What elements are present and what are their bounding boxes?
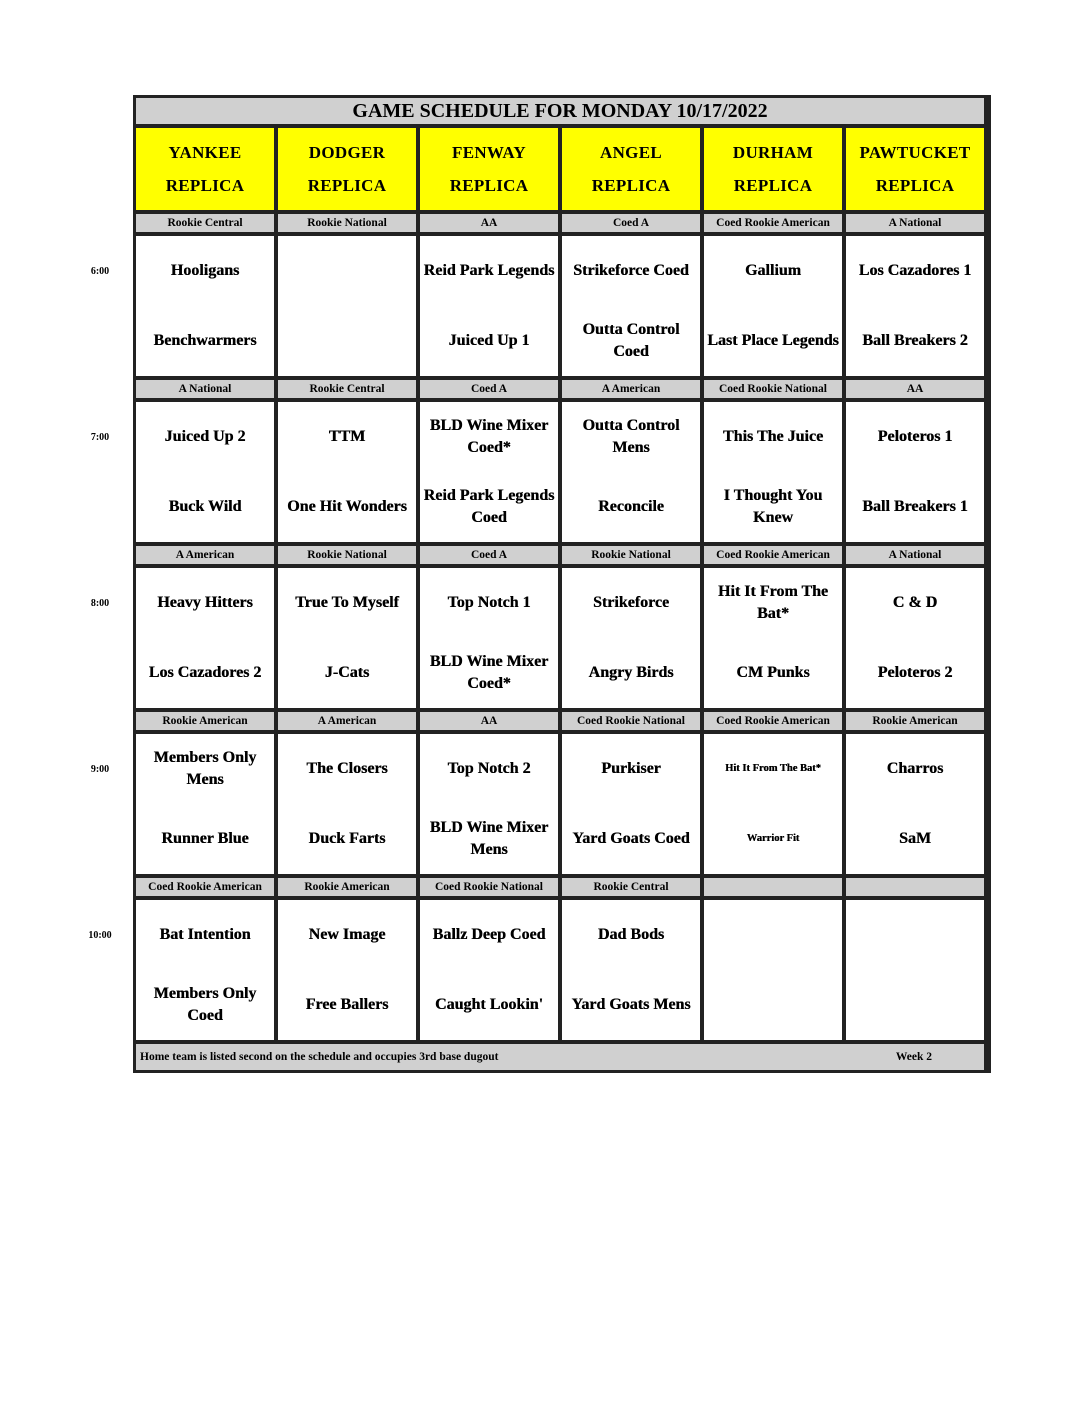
- home-team: J-Cats: [278, 638, 416, 708]
- away-team: New Image: [278, 900, 416, 970]
- division-label: Rookie Central: [562, 878, 700, 896]
- home-team: Yard Goats Mens: [562, 970, 700, 1040]
- home-team: Yard Goats Coed: [562, 804, 700, 874]
- game-cell: [278, 900, 416, 1040]
- division-label: AA: [420, 712, 558, 730]
- game-cell: [136, 900, 274, 1040]
- away-team: Dad Bods: [562, 900, 700, 970]
- game-cell: [846, 568, 984, 708]
- away-team: Ballz Deep Coed: [420, 900, 558, 970]
- schedule-footer: [136, 1044, 984, 1070]
- division-label: Rookie Central: [278, 380, 416, 398]
- division-label: Coed Rookie American: [704, 712, 842, 730]
- field-name: DURHAM: [732, 142, 814, 162]
- field-subtitle: REPLICA: [733, 175, 813, 195]
- division-label: Rookie Central: [136, 214, 274, 232]
- away-team: C & D: [846, 568, 984, 638]
- game-cell: [562, 900, 700, 1040]
- home-team: Free Ballers: [278, 970, 416, 1040]
- home-team: Outta Control Coed: [562, 306, 700, 376]
- division-label: [846, 878, 984, 896]
- division-label: Coed A: [420, 380, 558, 398]
- home-team: BLD Wine Mixer Coed*: [420, 638, 558, 708]
- home-team: One Hit Wonders: [278, 472, 416, 542]
- week-label: Week 2: [895, 1051, 932, 1063]
- home-team: I Thought You Knew: [704, 472, 842, 542]
- away-team: Bat Intention: [136, 900, 274, 970]
- division-label: A National: [846, 546, 984, 564]
- home-team: Caught Lookin': [420, 970, 558, 1040]
- away-team: Outta Control Mens: [562, 402, 700, 472]
- away-team: TTM: [278, 402, 416, 472]
- away-team: [846, 900, 984, 970]
- field-header: [562, 128, 700, 210]
- away-team: Top Notch 2: [420, 734, 558, 804]
- away-team: [704, 900, 842, 970]
- game-cell: [846, 734, 984, 874]
- division-label: Coed Rookie American: [704, 214, 842, 232]
- home-team: Angry Birds: [562, 638, 700, 708]
- home-team: Duck Farts: [278, 804, 416, 874]
- time-label: 9:00: [90, 764, 110, 775]
- away-team: Reid Park Legends: [420, 236, 558, 306]
- home-team: Reid Park Legends Coed: [420, 472, 558, 542]
- game-cell: [420, 568, 558, 708]
- division-label: Rookie National: [278, 546, 416, 564]
- division-label: Rookie American: [278, 878, 416, 896]
- game-cell: [846, 236, 984, 376]
- division-label: Rookie National: [278, 214, 416, 232]
- time-label: 6:00: [90, 266, 110, 277]
- away-team: Strikeforce: [562, 568, 700, 638]
- field-subtitle: REPLICA: [875, 175, 955, 195]
- game-cell: [704, 734, 842, 874]
- away-team: Hit It From The Bat*: [704, 568, 842, 638]
- away-team: Charros: [846, 734, 984, 804]
- home-team: [704, 970, 842, 1040]
- field-header: [846, 128, 984, 210]
- home-team: Los Cazadores 2: [136, 638, 274, 708]
- game-cell: [562, 402, 700, 542]
- away-team: Heavy Hitters: [136, 568, 274, 638]
- game-cell: [704, 402, 842, 542]
- home-team: Peloteros 2: [846, 638, 984, 708]
- away-team: Hit It From The Bat*: [704, 734, 842, 804]
- division-label: Coed A: [420, 546, 558, 564]
- schedule-table: [133, 95, 991, 1073]
- division-label: [704, 878, 842, 896]
- time-label: 10:00: [88, 930, 112, 941]
- field-header: [136, 128, 274, 210]
- away-team: Strikeforce Coed: [562, 236, 700, 306]
- home-team: Members Only Coed: [136, 970, 274, 1040]
- home-team: BLD Wine Mixer Mens: [420, 804, 558, 874]
- division-label: AA: [420, 214, 558, 232]
- home-team: Ball Breakers 1: [846, 472, 984, 542]
- away-team: [278, 236, 416, 306]
- home-team: Benchwarmers: [136, 306, 274, 376]
- game-cell: [136, 734, 274, 874]
- home-team: Juiced Up 1: [420, 306, 558, 376]
- away-team: Juiced Up 2: [136, 402, 274, 472]
- game-cell: [846, 900, 984, 1040]
- home-team: SaM: [846, 804, 984, 874]
- game-cell: [704, 568, 842, 708]
- away-team: BLD Wine Mixer Coed*: [420, 402, 558, 472]
- home-team: Ball Breakers 2: [846, 306, 984, 376]
- game-cell: [562, 568, 700, 708]
- field-header: [278, 128, 416, 210]
- field-subtitle: REPLICA: [307, 175, 387, 195]
- away-team: Gallium: [704, 236, 842, 306]
- game-cell: [704, 236, 842, 376]
- field-name: ANGEL: [600, 142, 662, 162]
- home-team: Reconcile: [562, 472, 700, 542]
- division-label: A National: [136, 380, 274, 398]
- away-team: Hooligans: [136, 236, 274, 306]
- game-cell: [420, 900, 558, 1040]
- division-label: A National: [846, 214, 984, 232]
- field-header: [420, 128, 558, 210]
- game-cell: [562, 236, 700, 376]
- field-subtitle: REPLICA: [591, 175, 671, 195]
- home-team: Runner Blue: [136, 804, 274, 874]
- division-label: Rookie National: [562, 546, 700, 564]
- field-name: YANKEE: [168, 142, 242, 162]
- game-cell: [278, 402, 416, 542]
- home-team: Buck Wild: [136, 472, 274, 542]
- game-cell: [420, 236, 558, 376]
- time-label: 7:00: [90, 432, 110, 443]
- division-label: A American: [562, 380, 700, 398]
- division-label: Coed Rookie National: [420, 878, 558, 896]
- game-cell: [278, 734, 416, 874]
- division-label: Coed A: [562, 214, 700, 232]
- game-cell: [136, 236, 274, 376]
- division-label: A American: [278, 712, 416, 730]
- home-team: Last Place Legends: [704, 306, 842, 376]
- division-label: Rookie American: [136, 712, 274, 730]
- field-subtitle: REPLICA: [165, 175, 245, 195]
- game-cell: [136, 568, 274, 708]
- home-team: Warrior Fit: [704, 804, 842, 874]
- game-cell: [278, 568, 416, 708]
- home-team: [278, 306, 416, 376]
- game-cell: [704, 900, 842, 1040]
- game-cell: [562, 734, 700, 874]
- division-label: Coed Rookie National: [704, 380, 842, 398]
- division-label: Coed Rookie American: [704, 546, 842, 564]
- away-team: The Closers: [278, 734, 416, 804]
- home-team: CM Punks: [704, 638, 842, 708]
- division-label: Coed Rookie American: [136, 878, 274, 896]
- home-team: [846, 970, 984, 1040]
- field-name: DODGER: [308, 142, 386, 162]
- division-label: A American: [136, 546, 274, 564]
- game-cell: [420, 734, 558, 874]
- away-team: True To Myself: [278, 568, 416, 638]
- division-label: Rookie American: [846, 712, 984, 730]
- field-name: FENWAY: [452, 142, 526, 162]
- game-cell: [420, 402, 558, 542]
- game-cell: [136, 402, 274, 542]
- division-label: Coed Rookie National: [562, 712, 700, 730]
- away-team: Top Notch 1: [420, 568, 558, 638]
- away-team: Purkiser: [562, 734, 700, 804]
- away-team: This The Juice: [704, 402, 842, 472]
- schedule-title: GAME SCHEDULE FOR MONDAY 10/17/2022: [136, 98, 984, 124]
- away-team: Los Cazadores 1: [846, 236, 984, 306]
- game-cell: [278, 236, 416, 376]
- away-team: Members Only Mens: [136, 734, 274, 804]
- away-team: Peloteros 1: [846, 402, 984, 472]
- field-name: PAWTUCKET: [859, 142, 971, 162]
- field-header: [704, 128, 842, 210]
- game-cell: [846, 402, 984, 542]
- footer-note: Home team is listed second on the schedule and occupies 3rd base dugout: [140, 1051, 499, 1063]
- division-label: AA: [846, 380, 984, 398]
- field-subtitle: REPLICA: [449, 175, 529, 195]
- time-label: 8:00: [90, 598, 110, 609]
